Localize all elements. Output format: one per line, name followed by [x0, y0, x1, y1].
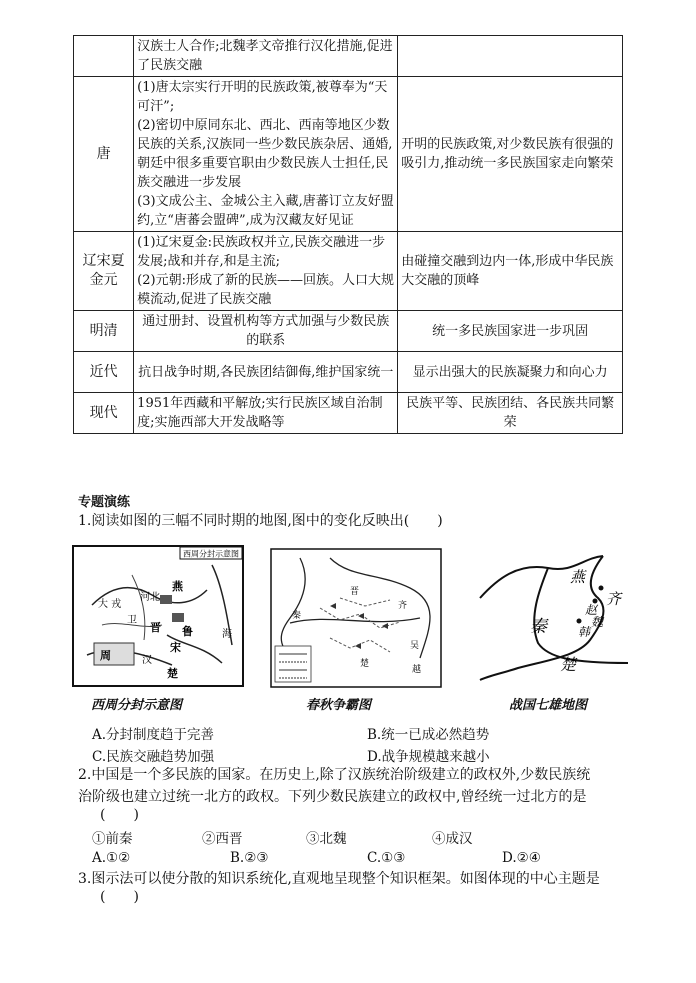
map-label: 吴 — [410, 641, 420, 651]
detail-cell — [134, 232, 398, 311]
option-b[interactable]: B.②③ — [230, 850, 269, 866]
map-label: 晋 — [150, 621, 161, 634]
table-row — [74, 36, 623, 77]
map-caption: 春秋争霸图 — [306, 698, 372, 713]
q2-item: ②西晋 — [202, 831, 243, 847]
history-table — [73, 35, 623, 434]
era-cell: 唐 — [74, 77, 134, 232]
map-label: 楚 — [360, 659, 370, 669]
detail-cell — [134, 311, 398, 352]
question-2-stem: 治阶级也建立过统一北方的政权。下列少数民族建立的政权中,曾经统一过北方的是 — [78, 789, 587, 805]
map-label: 韩 — [578, 625, 591, 639]
map-label: 晋 — [350, 587, 360, 597]
map-label: 越 — [412, 665, 422, 675]
map-label: 楚 — [167, 667, 178, 680]
option-c[interactable]: C.①③ — [367, 850, 406, 866]
q2-item: ④成汉 — [432, 831, 473, 847]
question-1-stem: 1.阅读如图的三幅不同时期的地图,图中的变化反映出( ) — [78, 513, 443, 529]
map-label: 鲁 — [182, 625, 193, 638]
era-cell: 近代 — [74, 352, 134, 393]
detail-text: 1951年西藏和平解放;实行民族区域自治制度;实施西部大开发战略等 — [137, 396, 383, 430]
detail-cell — [134, 352, 398, 393]
table-row — [74, 232, 623, 311]
detail-cell — [134, 77, 398, 232]
era-cell — [74, 36, 134, 77]
map-caption: 战国七雄地图 — [509, 698, 588, 713]
map-label: 河北 — [140, 592, 160, 603]
detail-text: (1)唐太宗实行开明的民族政策,被尊奉为“天可汗”; — [137, 80, 388, 114]
map-label: 海 — [222, 629, 232, 640]
q2-item: ①前秦 — [92, 831, 133, 847]
option-d[interactable]: D.②④ — [502, 850, 541, 866]
option-a[interactable]: A.分封制度趋于完善 — [92, 727, 215, 743]
map-label: 赵 — [585, 603, 598, 617]
detail-text: 抗日战争时期,各民族团结御侮,维护国家统一 — [138, 364, 394, 380]
detail-cell — [134, 393, 398, 434]
map-label: 燕 — [172, 580, 183, 593]
option-d[interactable]: D.战争规模越来越小 — [367, 749, 490, 765]
significance-cell: 开明的民族政策,对少数民族有很强的吸引力,推动统一多民族国家走向繁荣 — [398, 77, 623, 232]
option-c[interactable]: C.民族交融趋势加强 — [92, 749, 215, 765]
question-2-stem: ( ) — [100, 807, 139, 823]
question-2-stem: 2.中国是一个多民族的国家。在历史上,除了汉族统治阶级建立的政权外,少数民族统 — [78, 767, 591, 783]
map-caption: 西周分封示意图 — [91, 698, 183, 713]
warring-states-map — [478, 548, 638, 688]
table-row — [74, 393, 623, 434]
section-title: 专题演练 — [78, 495, 131, 510]
spring-autumn-map — [270, 548, 442, 688]
detail-text: (2)元朝:形成了新的民族——回族。人口大规模流动,促进了民族交融 — [137, 273, 394, 307]
detail-text: (1)辽宋夏金:民族政权并立,民族交融进一步发展;战和并存,和是主流; — [137, 235, 386, 269]
detail-text: 汉族士人合作;北魏孝文帝推行汉化措施,促进了民族交融 — [137, 39, 393, 73]
map-label: 齐 — [398, 601, 408, 611]
map-label: 齐 — [606, 590, 622, 608]
map-label: 秦 — [530, 617, 547, 637]
era-cell: 明清 — [74, 311, 134, 352]
q2-item: ③北魏 — [306, 831, 347, 847]
detail-cell — [134, 36, 398, 77]
map-label: 周 — [100, 649, 111, 662]
western-zhou-map — [72, 545, 244, 687]
significance-cell: 由碰撞交融到边内一体,形成中华民族大交融的顶峰 — [398, 232, 623, 311]
question-3-stem: 3.图示法可以使分散的知识系统化,直观地呈现整个知识框架。如图体现的中心主题是 — [78, 871, 600, 887]
map-label: 卫 — [127, 615, 137, 626]
map-label: 魏 — [591, 615, 604, 629]
significance-cell: 统一多民族国家进一步巩固 — [398, 311, 623, 352]
era-cell: 辽宋夏金元 — [74, 232, 134, 311]
era-cell: 现代 — [74, 393, 134, 434]
table-row — [74, 311, 623, 352]
detail-text: (2)密切中原同东北、西北、西南等地区少数民族的关系,汉族同一些少数民族杂居、通婚,朝廷中很多重要官职由少数民族人士担任,民族交融进一步发展 — [137, 118, 393, 190]
map-label: 楚 — [560, 655, 577, 674]
map-label: 燕 — [570, 568, 586, 586]
map-label: 汉 — [142, 655, 152, 666]
significance-cell: 显示出强大的民族凝聚力和向心力 — [398, 352, 623, 393]
question-3-stem: ( ) — [100, 889, 139, 905]
table-row — [74, 352, 623, 393]
table-row — [74, 77, 623, 232]
map-label: 宋 — [170, 641, 181, 654]
significance-cell — [398, 36, 623, 77]
detail-text: 通过册封、设置机构等方式加强与少数民族的联系 — [142, 314, 390, 348]
option-a[interactable]: A.①② — [92, 850, 131, 866]
map-label: 大 戎 — [98, 599, 122, 610]
map-label: 秦 — [292, 611, 302, 621]
map-inset-title: 西周分封示意图 — [183, 549, 239, 559]
detail-text: (3)文成公主、金城公主入藏,唐蕃订立友好盟约,立“唐蕃会盟碑”,成为汉藏友好见证 — [137, 194, 394, 228]
option-b[interactable]: B.统一已成必然趋势 — [367, 727, 490, 743]
significance-cell: 民族平等、民族团结、各民族共同繁荣 — [398, 393, 623, 434]
